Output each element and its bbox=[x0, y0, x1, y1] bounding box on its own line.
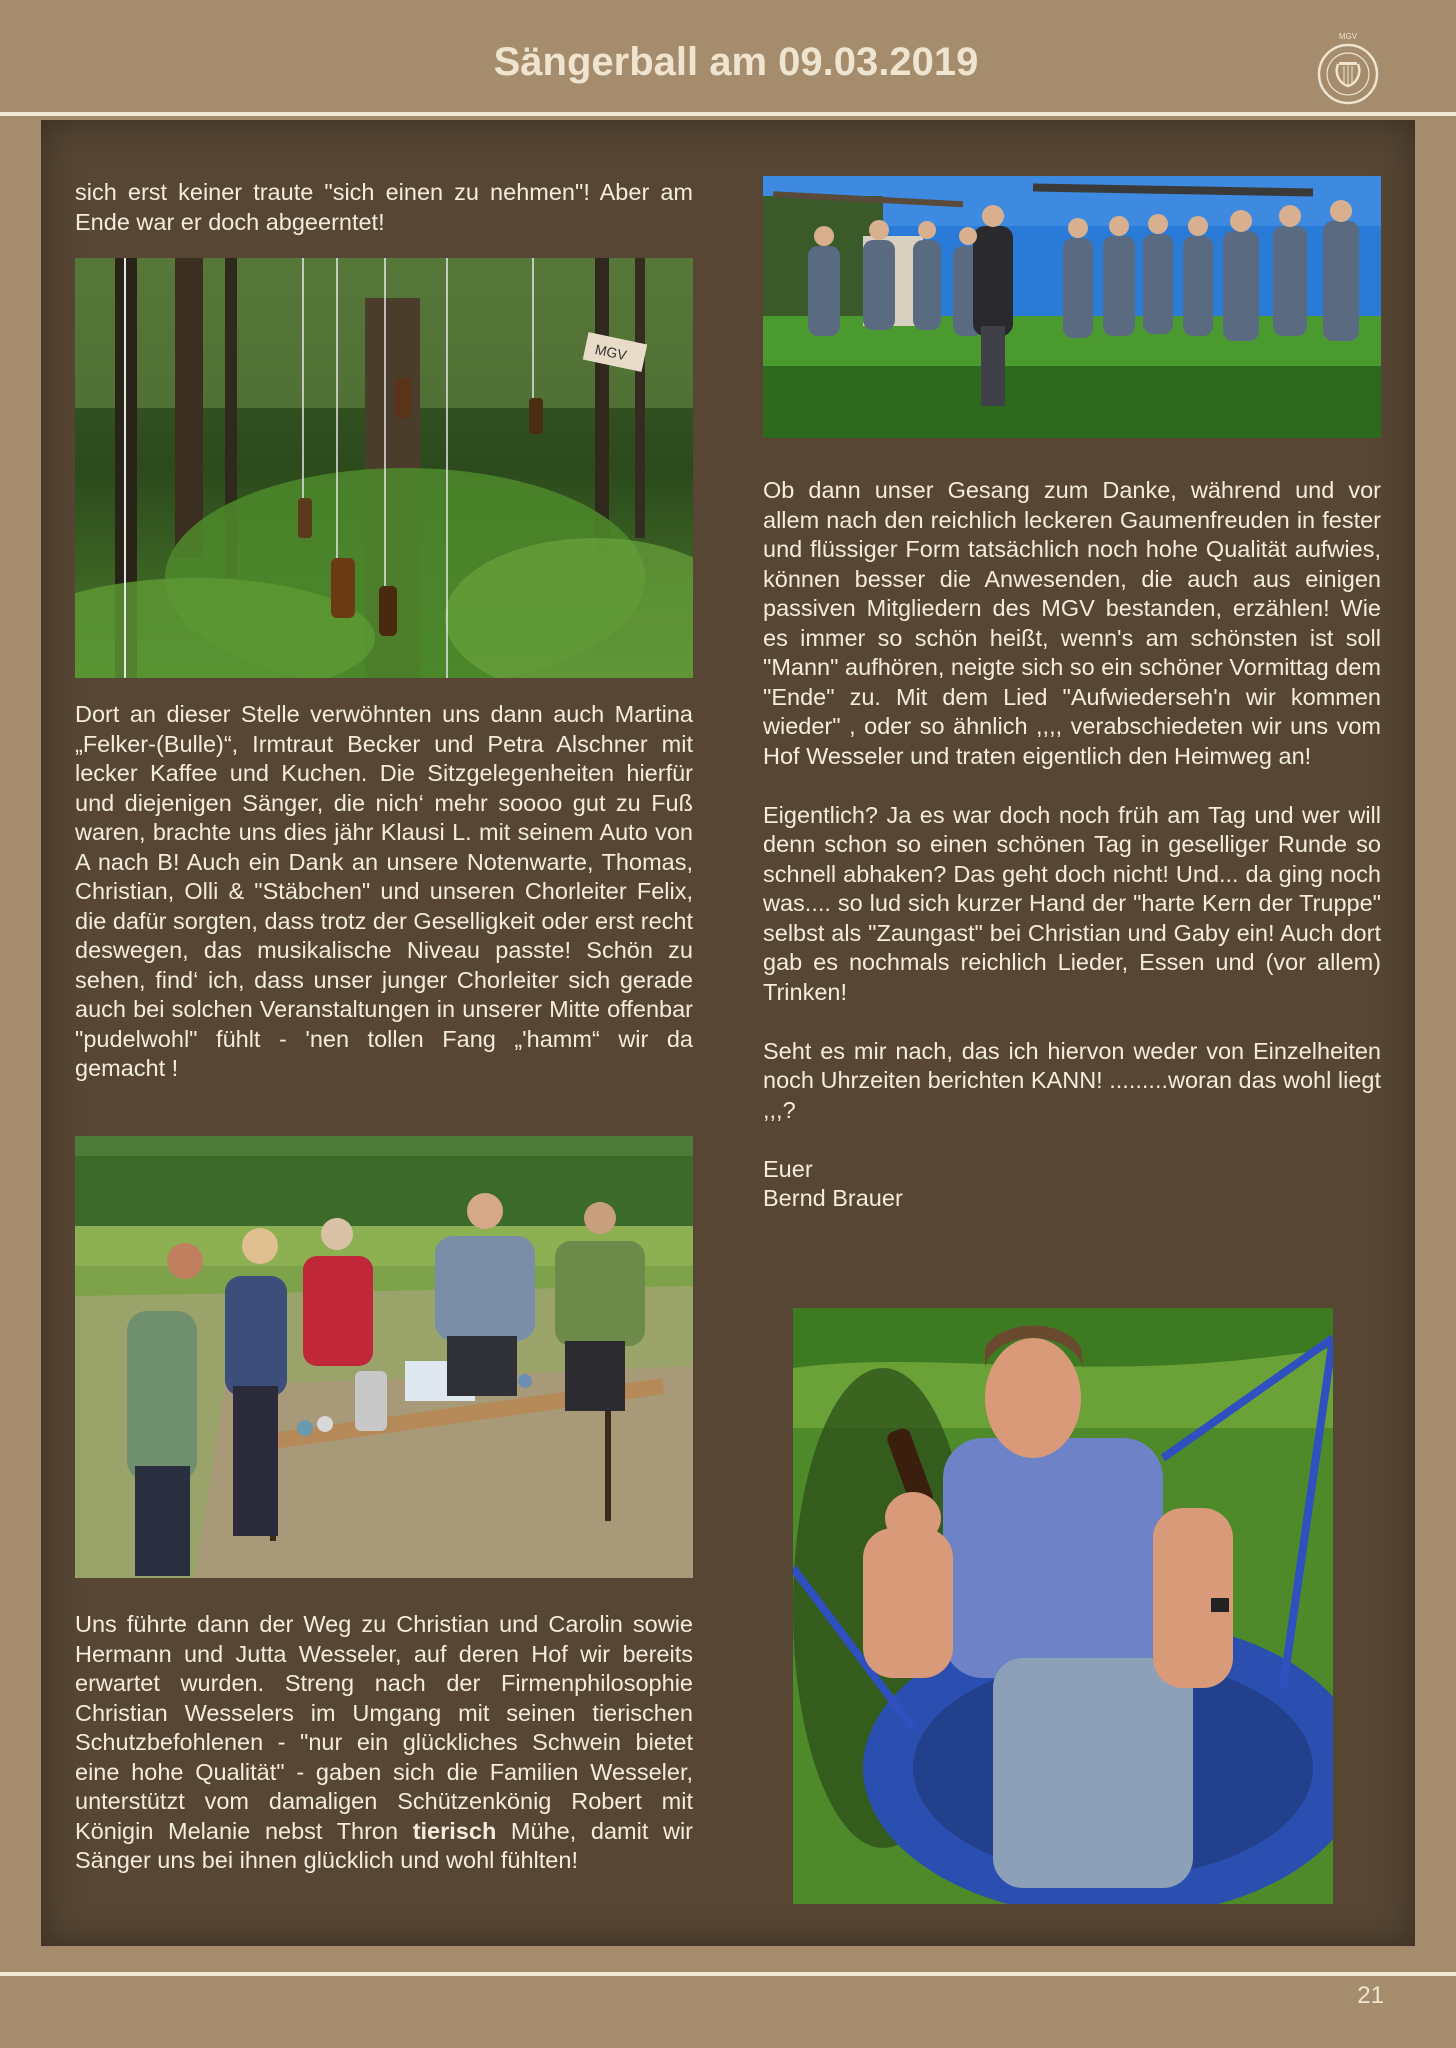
bottles-sign-text: MGV bbox=[593, 340, 629, 364]
left-paragraph-3: Uns führte dann der Weg zu Christian und Carolin sowie Hermann und Jutta Wesseler, auf deren Hof wir bereits erwartet wurden. Streng nach der Firmenphilosophie Christian Wesselers im Umgang mit seinen tierischen Schutzbefohlenen - "nur ein glückliches Schwein bietet eine hohe Qualität" - gaben sich die Familien Wesseler, unterstützt vom damaligen Schützenkönig Robert mit Königin Melanie nebst Thron tierisch Mühe, damit wir Sänger uns bei ihnen glücklich und wohl fühlten! bbox=[75, 1611, 694, 1873]
left-intro-text: sich erst keiner traute "sich einen zu nehmen"! Aber am Ende war er doch abgeerntet! bbox=[75, 179, 693, 235]
page-title: Sängerball am 09.03.2019 bbox=[493, 40, 979, 84]
photo-bottles-in-forest bbox=[75, 258, 693, 678]
left-paragraph-2: Dort an dieser Stelle verwöhnten uns dann auch Martina „Felker-(Bulle)“, Irmtraut Becker und Petra Alschner mit lecker Kaffee und Kuchen. Die Sitzgelegenheiten hierfür und diejenigen Sänger, die nich‘ mehr soooo gut zu Fuß waren, brachte uns dies jähr Klausi L. mit seinem Auto von A nach B! Auch ein Dank an unsere Notenwarte, Thomas, Christian, Olli & "Stäbchen" und unseren Chorleiter Felix, die dafür sorgten, dass trotz der Geselligkeit oder erst recht deswegen, das musikalische Niveau passte! Schön zu sehen, find‘ ich, dass unser junger Chorleiter sich gerade auch bei solchen Veranstaltungen in unserer Mitte offenbar "pudelwohl" fühlt - 'nen tollen Fang „'hamm“ wir da gemacht ! bbox=[75, 701, 693, 1081]
page-number: 21 bbox=[1357, 1982, 1384, 2009]
photo-coffee-table-group bbox=[75, 1136, 693, 1578]
content-panel bbox=[41, 120, 1415, 1946]
page-header bbox=[0, 0, 1456, 112]
bold-word: tierisch bbox=[412, 1817, 497, 1844]
photo-man-in-swing bbox=[793, 1308, 1333, 1904]
logo-top-text: MGV bbox=[1338, 32, 1358, 41]
right-text-block: Ob dann unser Gesang zum Danke, während und vor allem nach den reichlich leckeren Gaumenfreuden in fester und flüssiger Form tatsächlich noch hohe Qualität aufwies, können besser die Anwesenden, die auch aus einigen passiven Mitgliedern des MGV bestanden, erzählen! Wie es immer so schön heißt, wenn's am schönsten ist soll "Mann" aufhören, neigte sich so ein schöner Vormittag dem "Ende" zu. Mit dem Lied "Aufwiederseh'n wir kommen wieder" , oder so ähnlich ,,,, verabschiedeten wir uns vom Hof Wesseler und traten eigentlich den Heimweg an! Eigentlich? Ja es war doch noch früh am Tag und wer will denn schon so einen schönen Tag in geselliger Runde so schnell abhaken? Das geht doch nicht! Und... da ging noch was.... so lud sich kurzer Hand der "harte Kern der Truppe" selbst als "Zaungast" bei Christian und Gaby ein! Auch dort gab es nochmals reichlich Lieder, Essen und (vor allem) Trinken! Seht es mir nach, das ich hiervon weder von Einzelheiten noch Uhrzeiten berichten KANN! .........woran das wohl liegt ,,,? Euer Bernd Brauer bbox=[763, 477, 1381, 1211]
header-rule bbox=[0, 112, 1456, 116]
lyre-emblem-icon bbox=[1312, 30, 1384, 108]
photo-choir-singing bbox=[763, 176, 1381, 438]
footer-rule bbox=[0, 1972, 1456, 1976]
